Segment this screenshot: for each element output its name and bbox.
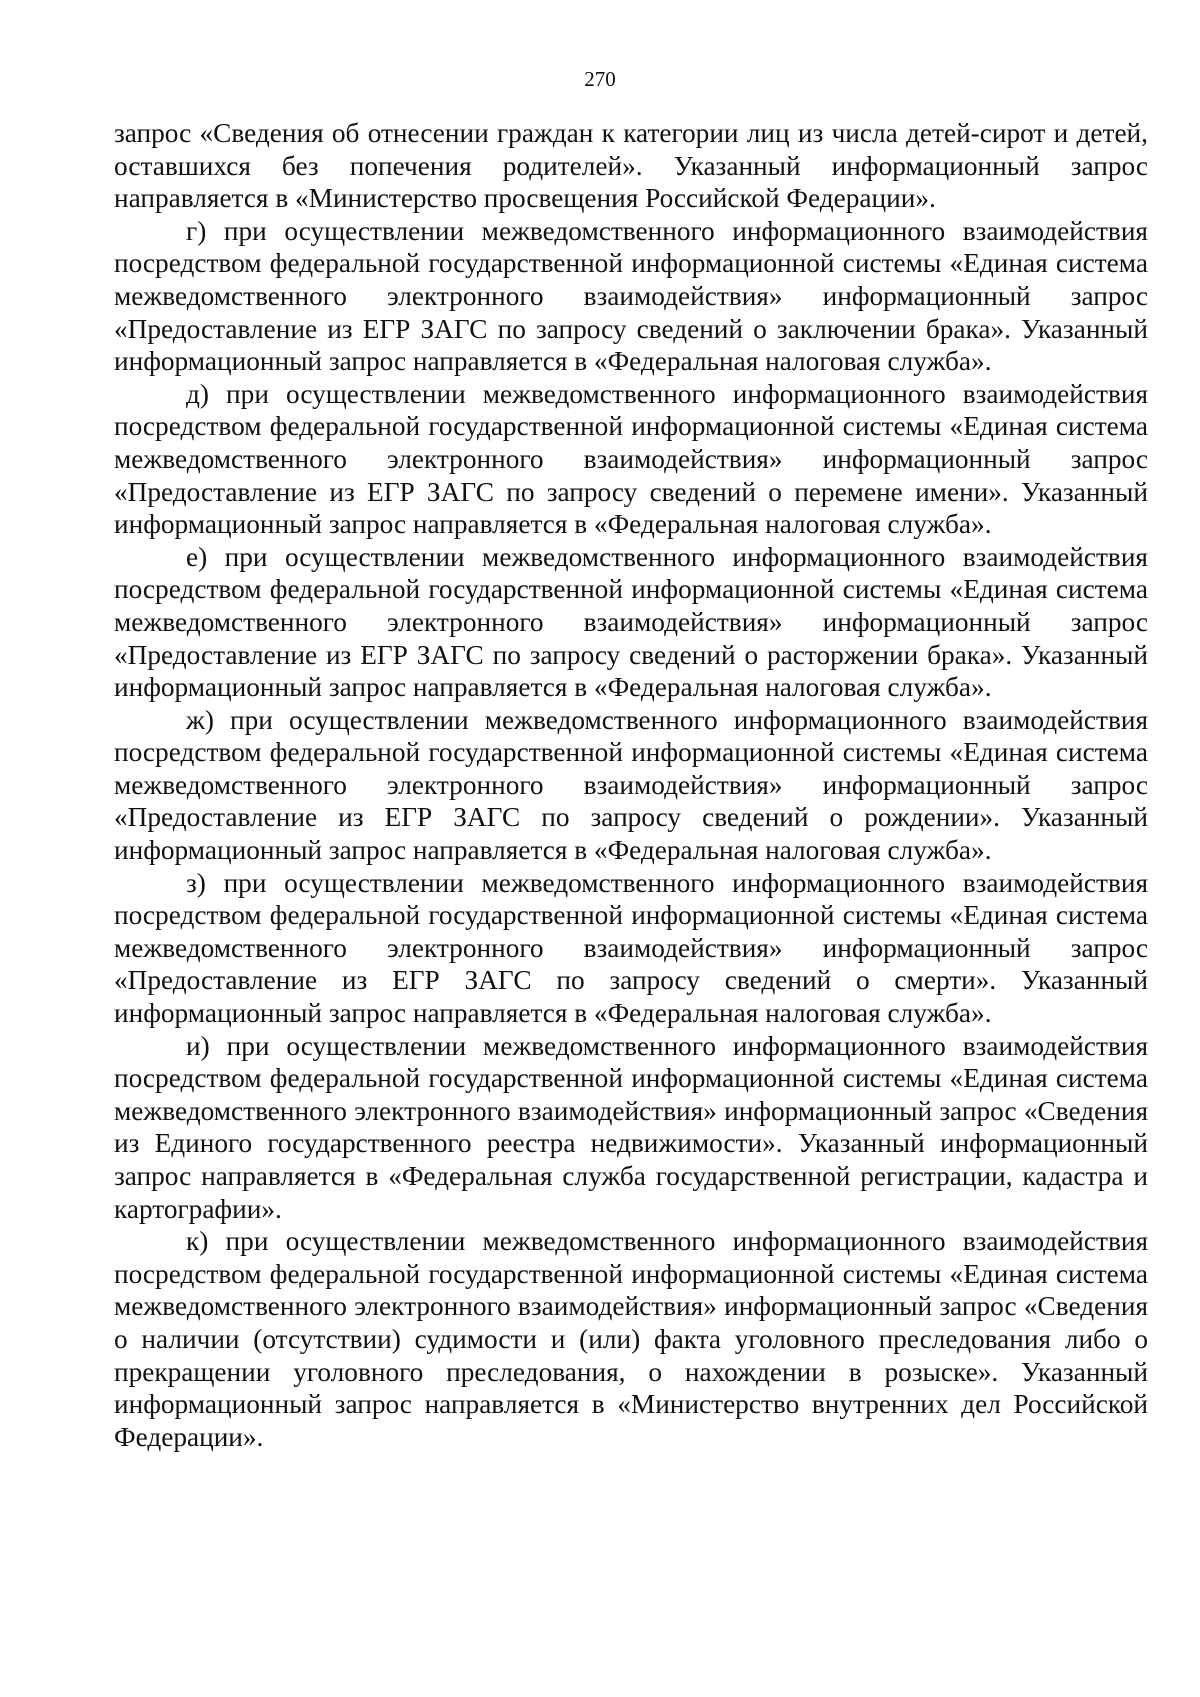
page-number: 270 bbox=[584, 67, 616, 91]
paragraph-item-z: з) при осуществлении межведомственного информационного взаимодействия посредством федеральной государственной информационной системы «Единая система межведомственного электронного взаимодействия» информационный запрос «Предоставление из ЕГР ЗАГС по запросу сведений о смерти». Указанный информационный запрос направляется в «Федеральная налоговая служба». bbox=[114, 867, 1148, 1029]
paragraph-item-g: г) при осуществлении межведомственного информационного взаимодействия посредством федеральной государственной информационной системы «Единая система межведомственного электронного взаимодействия» информационный запрос «Предоставление из ЕГР ЗАГС по запросу сведений о заключении брака». Указанный информационный запрос направляется в «Федеральная налоговая служба». bbox=[114, 215, 1148, 377]
paragraph-item-d: д) при осуществлении межведомственного информационного взаимодействия посредством федеральной государственной информационной системы «Единая система межведомственного электронного взаимодействия» информационный запрос «Предоставление из ЕГР ЗАГС по запросу сведений о перемене имени». Указанный информационный запрос направляется в «Федеральная налоговая служба». bbox=[114, 378, 1148, 540]
paragraph-item-i: и) при осуществлении межведомственного информационного взаимодействия посредством федеральной государственной информационной системы «Единая система межведомственного электронного взаимодействия» информационный запрос «Сведения из Единого государственного реестра недвижимости». Указанный информационный запрос направляется в «Федеральная служба государственной регистрации, кадастра и картографии». bbox=[114, 1030, 1148, 1224]
paragraph-item-zh: ж) при осуществлении межведомственного информационного взаимодействия посредством федеральной государственной информационной системы «Единая система межведомственного электронного взаимодействия» информационный запрос «Предоставление из ЕГР ЗАГС по запросу сведений о рождении». Указанный информационный запрос направляется в «Федеральная налоговая служба». bbox=[114, 704, 1148, 866]
paragraph-item-k: к) при осуществлении межведомственного информационного взаимодействия посредством федеральной государственной информационной системы «Единая система межведомственного электронного взаимодействия» информационный запрос «Сведения о наличии (отсутствии) судимости и (или) факта уголовного преследования либо о прекращении уголовного преследования, о нахождении в розыске». Указанный информационный запрос направляется в «Министерство внутренних дел Российской Федерации». bbox=[114, 1226, 1148, 1452]
paragraph-continuation: запрос «Сведения об отнесении граждан к категории лиц из числа детей-сирот и детей, оставшихся без попечения родителей». Указанный информационный запрос направляется в «Министерство просвещения Российской Федерации». bbox=[114, 118, 1148, 214]
document-body bbox=[114, 117, 1148, 1453]
paragraph-item-e: е) при осуществлении межведомственного информационного взаимодействия посредством федеральной государственной информационной системы «Единая система межведомственного электронного взаимодействия» информационный запрос «Предоставление из ЕГР ЗАГС по запросу сведений о расторжении брака». Указанный информационный запрос направляется в «Федеральная налоговая служба». bbox=[114, 541, 1148, 703]
